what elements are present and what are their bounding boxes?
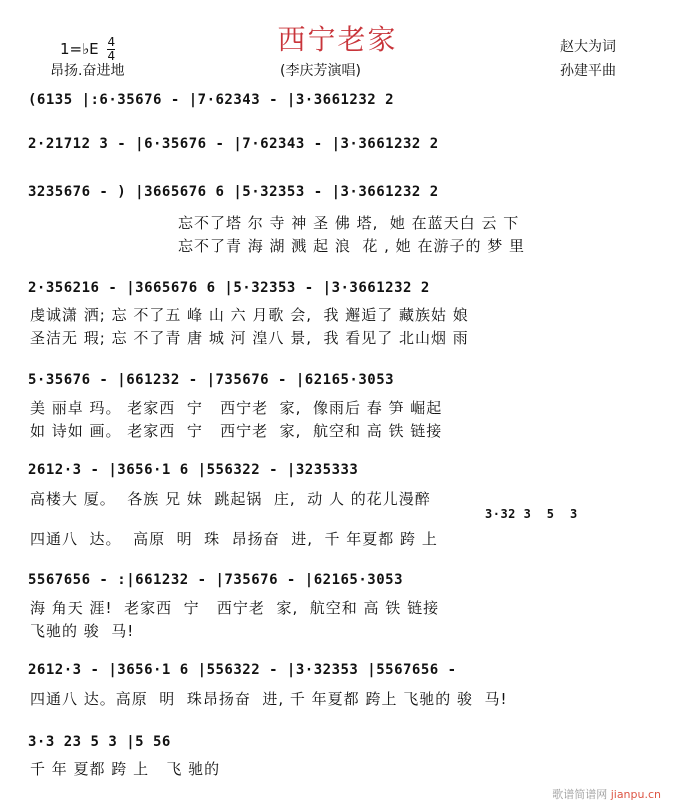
time-signature <box>107 36 115 63</box>
alternate-notation-row-6: 3·32 3 5 3 <box>485 507 578 521</box>
notation-row-6: 2612·3 - |3656·1 6 |556322 - |3235333 <box>28 462 359 478</box>
singer-credit: (李庆芳演唱) <box>280 63 361 79</box>
song-title: 西宁老家 <box>277 23 398 56</box>
lyric-row-8: 四通八 达。高原 明 珠昂扬奋 进, 千 年夏都 跨上 飞驰的 骏 马! <box>30 690 508 708</box>
notation-row-1: (6135 |:6·35676 - |7·62343 - |3·3661232 2 <box>28 92 395 108</box>
lyric-row-7-verse-2: 飞驰的 骏 马! <box>30 622 135 640</box>
lyric-row-3-verse-2: 忘不了青 海 湖 溅 起 浪 花 , 她 在游子的 梦 里 <box>178 237 525 255</box>
lyric-row-4-verse-1: 虔诚潇 洒; 忘 不了五 峰 山 六 月歌 会, 我 邂逅了 藏族姑 娘 <box>30 306 469 324</box>
notation-row-4: 2·356216 - |3665676 6 |5·32353 - |3·3661232 2 <box>28 280 430 296</box>
lyric-row-3-verse-1: 忘不了塔 尔 寺 神 圣 佛 塔, 她 在蓝天白 云 下 <box>178 214 520 232</box>
notation-row-5: 5·35676 - |661232 - |735676 - |62165·3053 <box>28 372 395 388</box>
time-bottom: 4 <box>107 49 116 63</box>
key-label: 1=♭E <box>60 40 99 58</box>
composer-credit: 孙建平曲 <box>560 63 616 79</box>
lyric-row-7-verse-1: 海 角天 涯! 老家西 宁 西宁老 家, 航空和 高 铁 链接 <box>30 599 440 617</box>
lyric-row-5-verse-2: 如 诗如 画。 老家西 宁 西宁老 家, 航空和 高 铁 链接 <box>30 422 443 440</box>
notation-row-7: 5567656 - :|661232 - |735676 - |62165·3053 <box>28 572 404 588</box>
watermark-site: jianpu.cn <box>610 788 661 801</box>
notation-row-8: 2612·3 - |3656·1 6 |556322 - |3·32353 |5567656 - <box>28 662 457 678</box>
watermark-text: 歌谱简谱网 <box>552 788 608 801</box>
lyric-row-9: 千 年 夏都 跨 上 飞 驰的 <box>30 760 221 778</box>
lyric-row-5-verse-1: 美 丽卓 玛。 老家西 宁 西宁老 家, 像雨后 春 笋 崛起 <box>30 399 443 417</box>
notation-row-3: 3235676 - ) |3665676 6 |5·32353 - |3·3661232 2 <box>28 184 439 200</box>
lyricist-credit: 赵大为词 <box>560 39 616 55</box>
watermark <box>552 786 661 802</box>
lyric-row-6-verse-2: 四通八 达。 高原 明 珠 昂扬奋 进, 千 年夏都 跨 上 <box>30 530 438 548</box>
tempo-style: 昂扬.奋进地 <box>50 63 125 79</box>
key-signature <box>60 36 115 63</box>
notation-row-9: 3·3 23 5 3 |5 56 <box>28 734 171 750</box>
notation-row-2: 2·21712 3 - |6·35676 - |7·62343 - |3·3661232 2 <box>28 136 439 152</box>
time-top: 4 <box>107 35 116 49</box>
lyric-row-4-verse-2: 圣洁无 瑕; 忘 不了青 唐 城 河 湟八 景, 我 看见了 北山烟 雨 <box>30 329 469 347</box>
lyric-row-6-verse-1: 高楼大 厦。 各族 兄 妹 跳起锅 庄, 动 人 的花儿漫醉 <box>30 490 431 508</box>
